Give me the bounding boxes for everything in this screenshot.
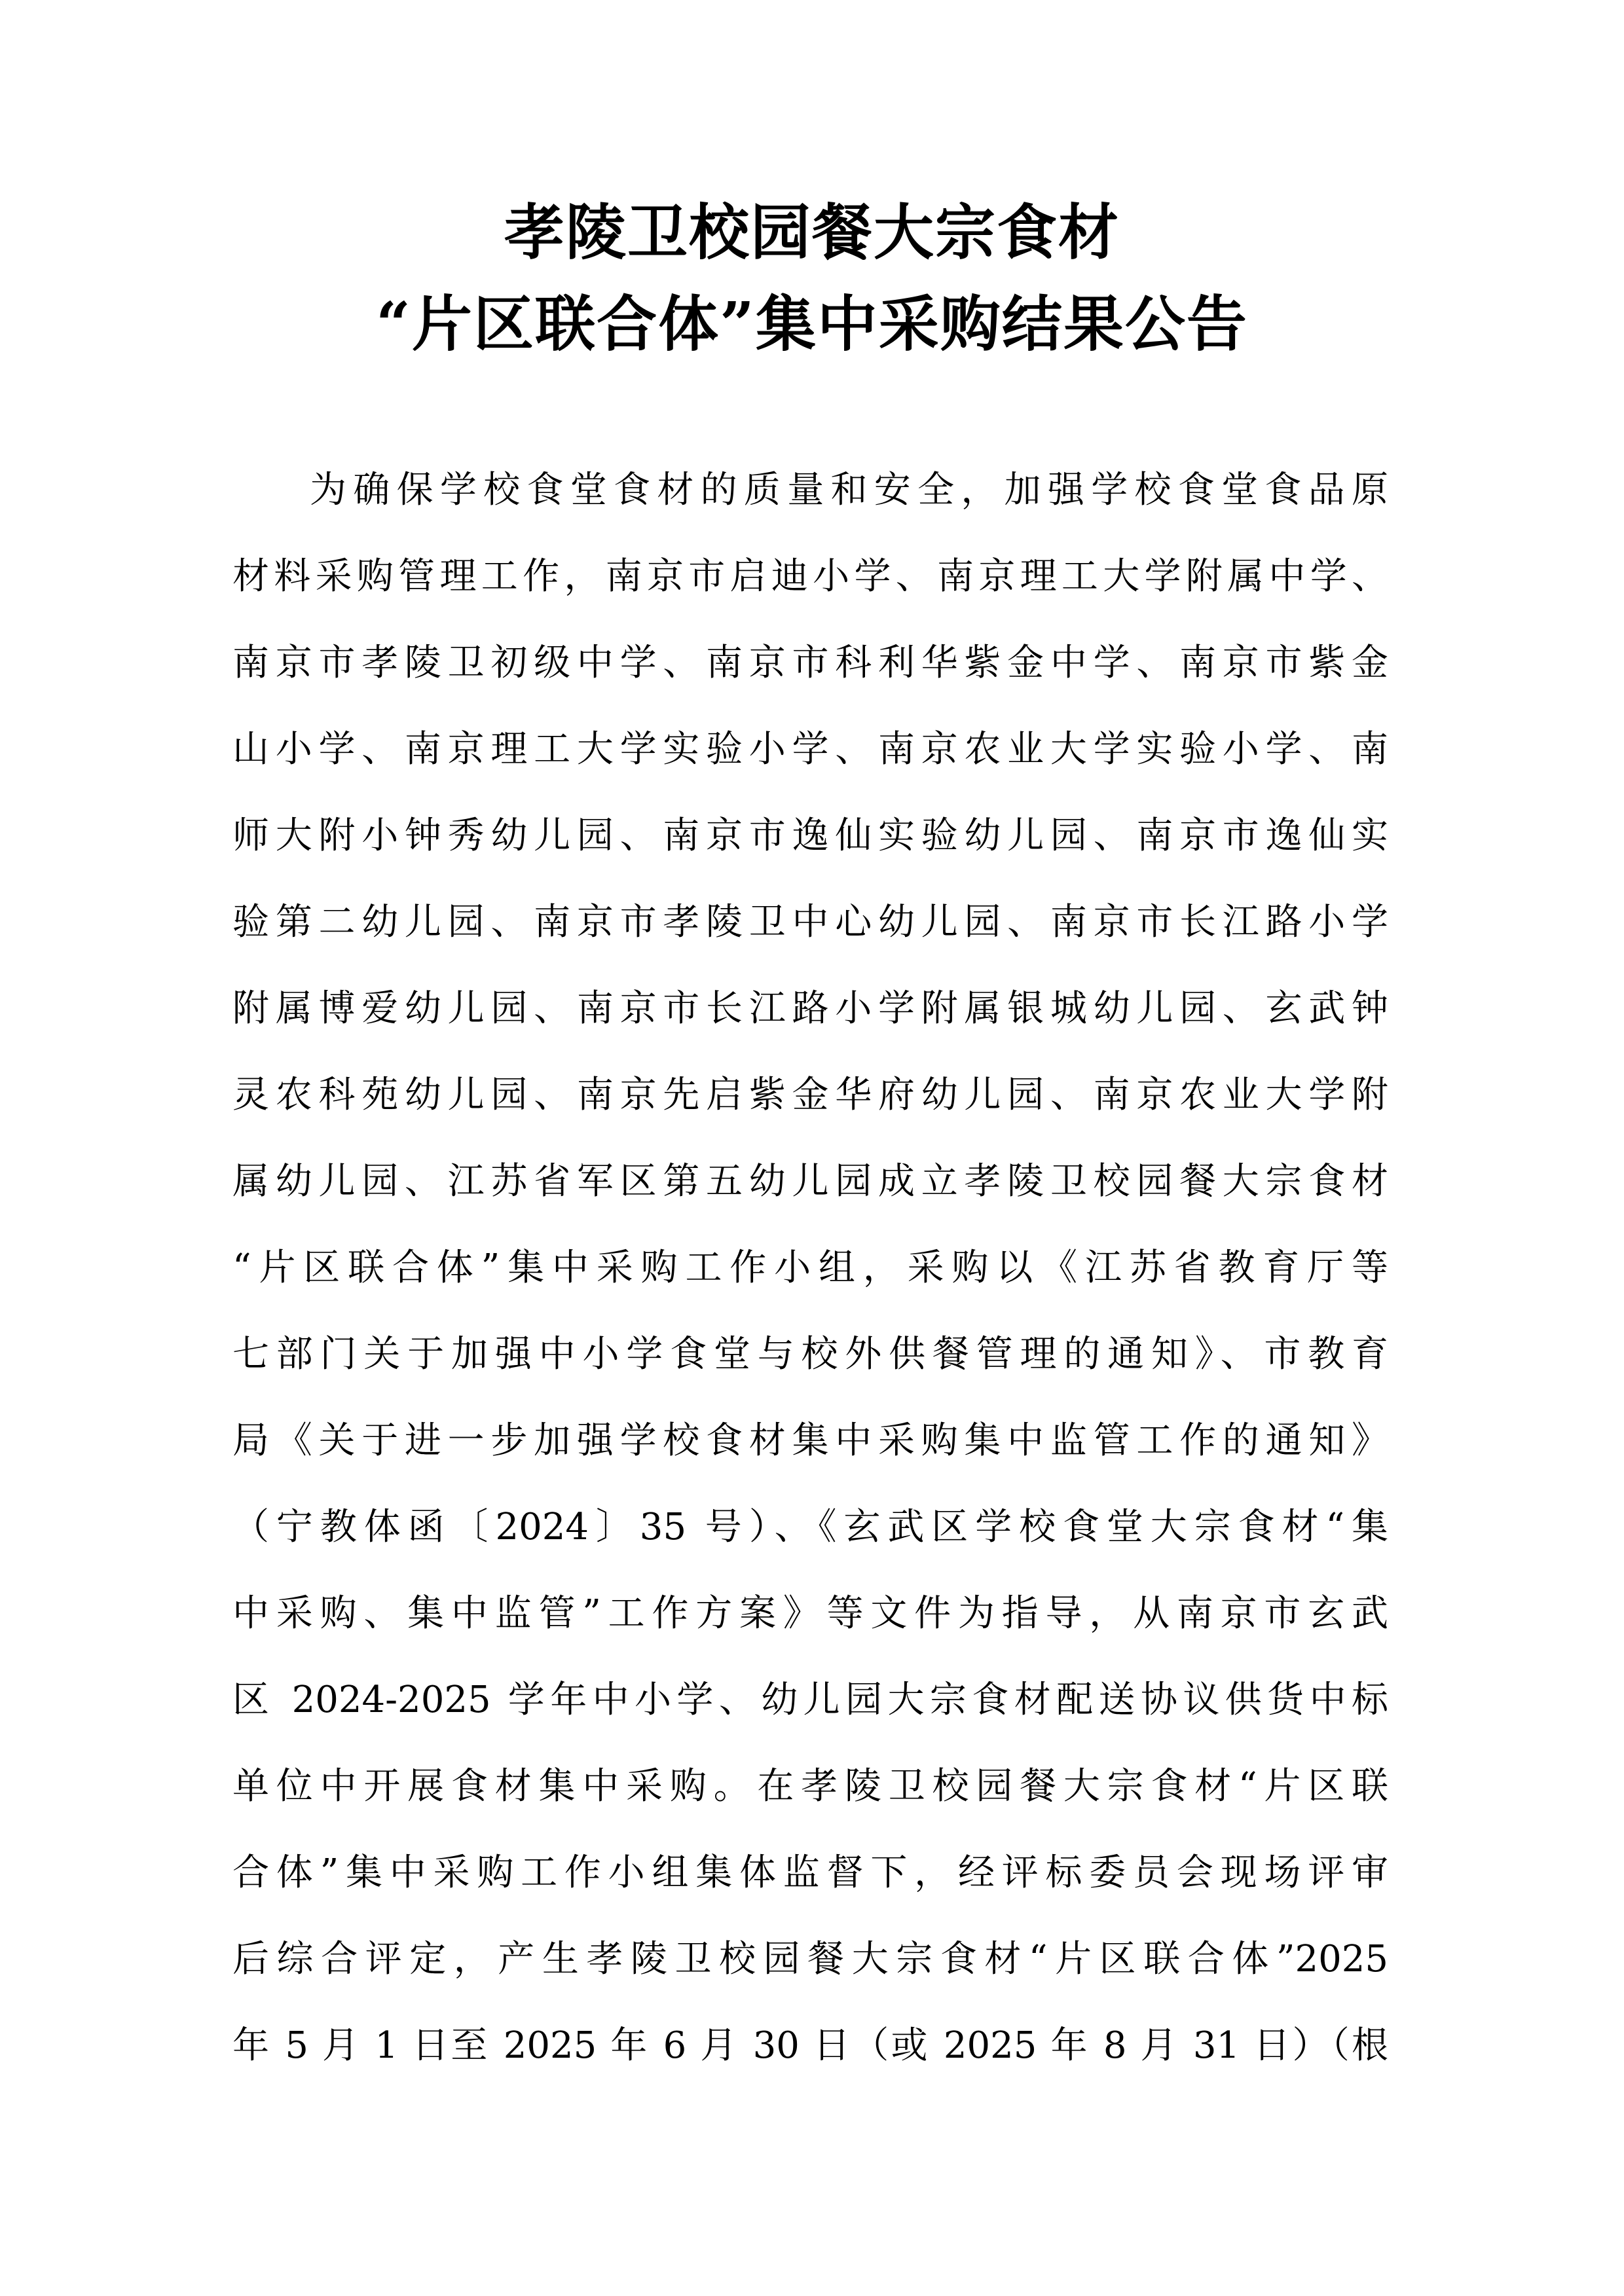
body-line: 年 5 月 1 日至 2025 年 6 月 30 日（或 2025 年 8 月 31 日）（根 <box>232 2024 1388 2067</box>
body-line: 属幼儿园、江苏省军区第五幼儿园成立孝陵卫校园餐大宗食材 <box>232 1160 1388 1203</box>
body-line: 局《关于进一步加强学校食材集中采购集中监管工作的通知》 <box>232 1419 1388 1462</box>
document-title-line-1: 孝陵卫校园餐大宗食材 <box>504 197 1120 268</box>
body-line: 山小学、南京理工大学实验小学、南京农业大学实验小学、南 <box>232 728 1388 771</box>
body-line: 中采购、集中监管”工作方案》等文件为指导，从南京市玄武 <box>232 1592 1388 1635</box>
document-body <box>232 447 1388 2089</box>
body-line: （宁教体函〔2024〕35 号）、《玄武区学校食堂大宗食材“集 <box>232 1506 1388 1548</box>
body-line: 材料采购管理工作，南京市启迪小学、南京理工大学附属中学、 <box>232 555 1388 598</box>
body-line: 南京市孝陵卫初级中学、南京市科利华紫金中学、南京市紫金 <box>232 642 1388 684</box>
body-line: 验第二幼儿园、南京市孝陵卫中心幼儿园、南京市长江路小学 <box>232 901 1388 943</box>
body-line: 合体”集中采购工作小组集体监督下，经评标委员会现场评审 <box>232 1851 1388 1894</box>
body-line: 区 2024-2025 学年中小学、幼儿园大宗食材配送协议供货中标 <box>232 1679 1388 1721</box>
body-line: 后综合评定，产生孝陵卫校园餐大宗食材“片区联合体”2025 <box>232 1938 1388 1980</box>
body-line: 灵农科苑幼儿园、南京先启紫金华府幼儿园、南京农业大学附 <box>232 1074 1388 1116</box>
body-line: 师大附小钟秀幼儿园、南京市逸仙实验幼儿园、南京市逸仙实 <box>232 814 1388 857</box>
document-title-line-2: “片区联合体”集中采购结果公告 <box>376 289 1248 359</box>
body-line: 七部门关于加强中小学食堂与校外供餐管理的通知》、市教育 <box>232 1333 1388 1376</box>
body-line: 为确保学校食堂食材的质量和安全，加强学校食堂食品原 <box>310 469 1388 511</box>
body-line: 附属博爱幼儿园、南京市长江路小学附属银城幼儿园、玄武钟 <box>232 987 1388 1030</box>
body-line: “片区联合体”集中采购工作小组，采购以《江苏省教育厅等 <box>232 1247 1388 1289</box>
body-line: 单位中开展食材集中采购。在孝陵卫校园餐大宗食材“片区联 <box>232 1765 1388 1808</box>
